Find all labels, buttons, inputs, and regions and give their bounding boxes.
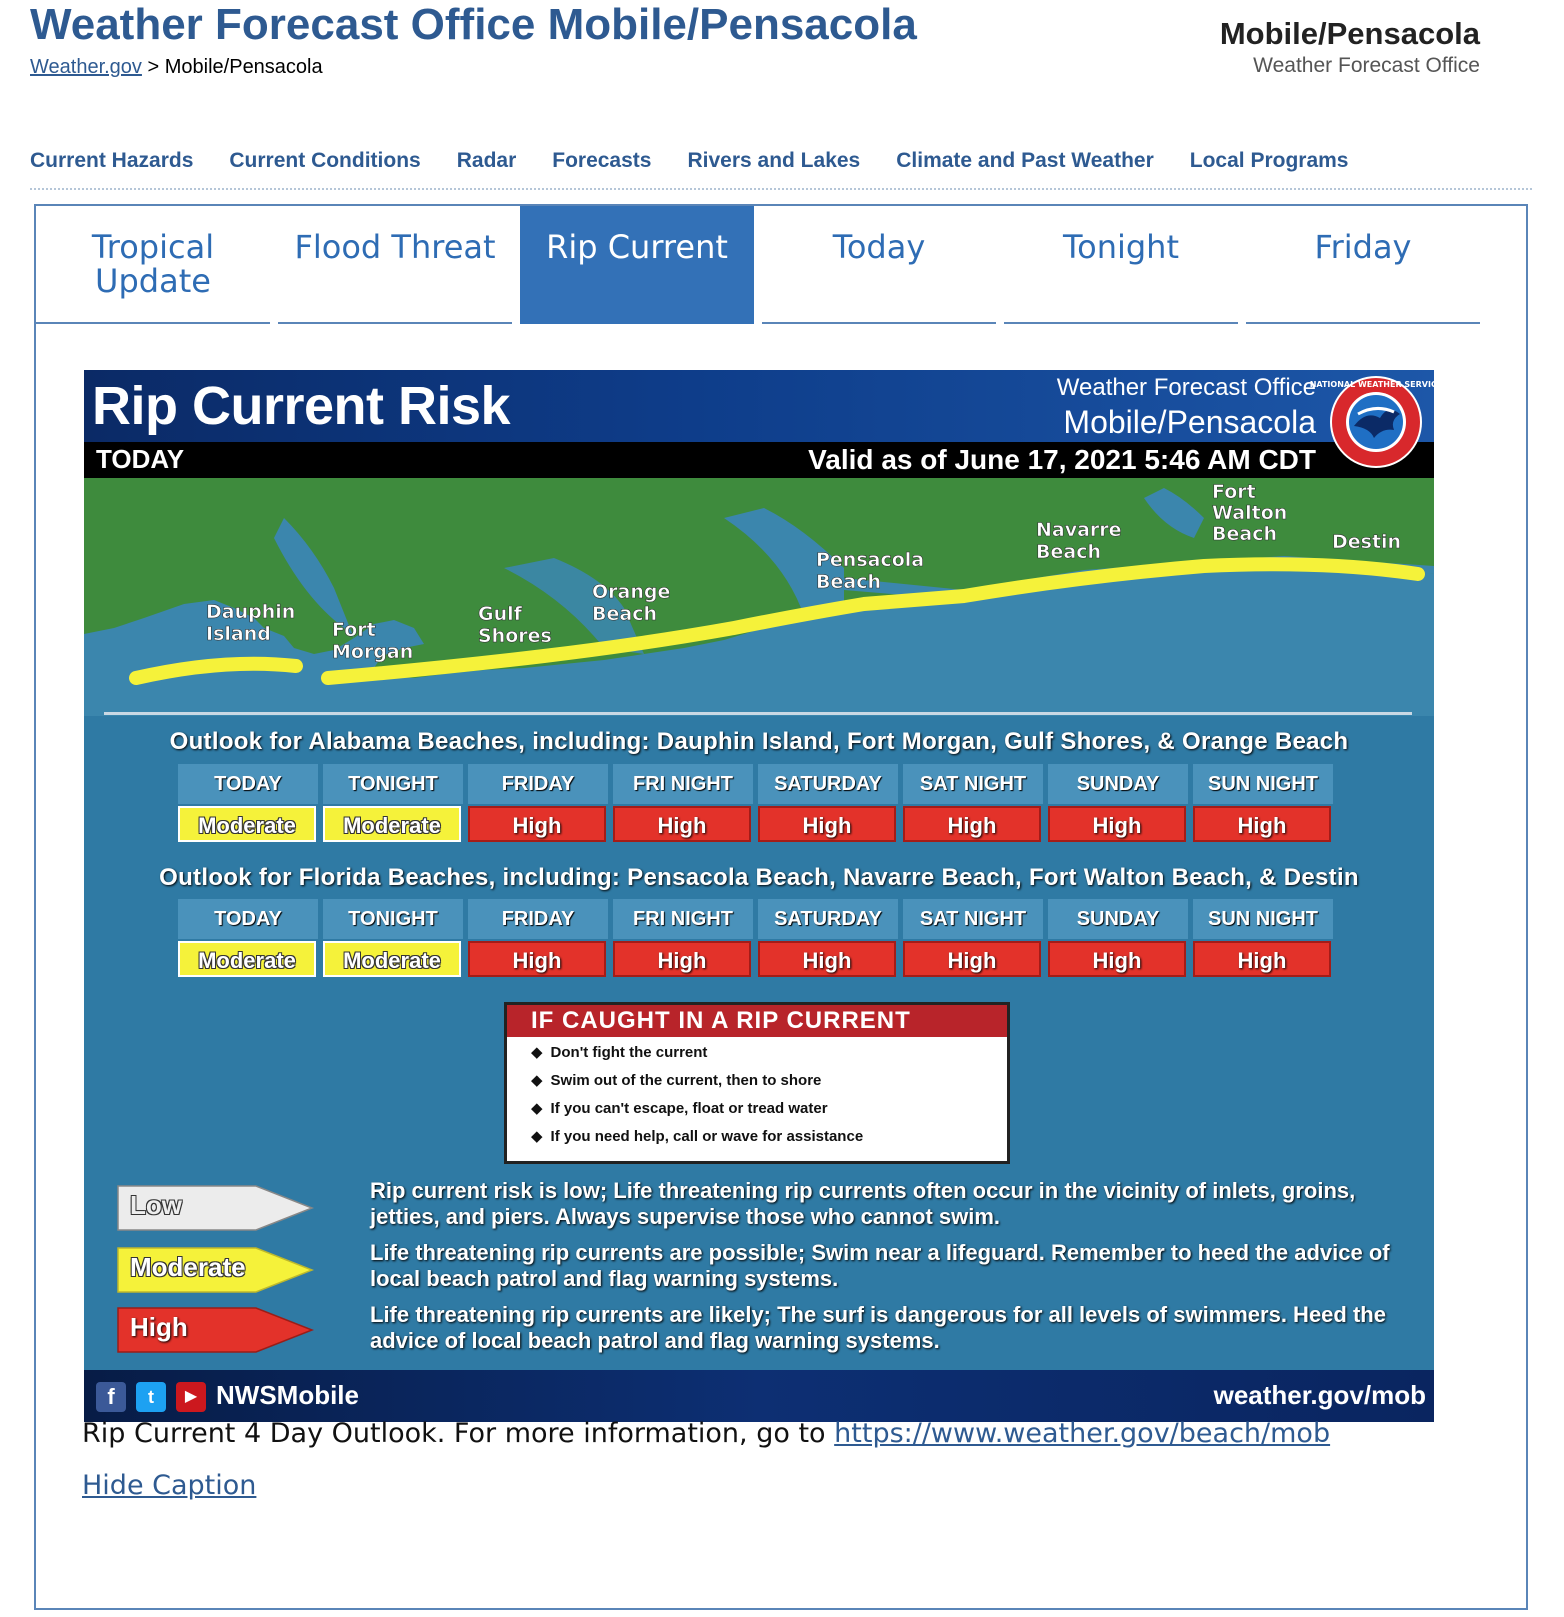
nav-current-hazards[interactable]: Current Hazards [30,149,194,172]
footer-social-handle: NWSMobile [216,1380,359,1410]
caught-in-rip-current-box [504,1002,1010,1164]
alabama-day-0: TODAY [178,764,318,804]
caption-link[interactable]: https://www.weather.gov/beach/mob [834,1418,1331,1449]
caught-title: IF CAUGHT IN A RIP CURRENT [507,1005,1007,1037]
map-label-gulf-2: Shores [478,625,552,647]
alabama-day-4: SATURDAY [758,764,898,804]
alabama-risk-3: High [613,806,751,842]
nws-logo-text: NATIONAL WEATHER SERVICE [1309,380,1443,389]
nav-rivers-and-lakes[interactable]: Rivers and Lakes [687,149,861,172]
breadcrumb [30,56,323,79]
diamond-bullet-icon: ◆ [531,1128,543,1145]
map-label-destin: Destin [1332,531,1402,553]
caught-item [507,1095,1007,1123]
graphic-footer [84,1370,1434,1422]
legend-high-desc: Life threatening rip currents are likely; The surf is dangerous for all levels of swimmers. Heed the advice of local beach patrol and flag warning systems. [370,1302,1386,1353]
map-label-fortmorgan-2: Morgan [332,641,414,663]
twitter-icon: t [136,1382,166,1412]
caught-item-text: If you can't escape, float or tread water [550,1100,828,1117]
florida-risk-6: High [1048,941,1186,977]
site-header [0,0,1564,100]
alabama-outlook-heading: Outlook for Alabama Beaches, including: Dauphin Island, Fort Morgan, Gulf Shores, & Orange Beach [169,728,1349,755]
graphic-divider [104,712,1412,715]
caught-item [507,1123,1007,1151]
map-label-navarre-2: Beach [1036,541,1101,563]
nav-local-programs[interactable]: Local Programs [1189,149,1349,172]
nav-current-conditions[interactable]: Current Conditions [229,149,421,172]
legend-moderate-label: Moderate [130,1252,246,1282]
florida-day-3: FRI NIGHT [613,899,753,939]
youtube-icon: ▶ [176,1382,206,1412]
coastline-map [84,478,1434,716]
map-label-fortmorgan-1: Fort [332,619,376,641]
caught-item [507,1067,1007,1095]
caught-item [507,1039,1007,1067]
caption-text: Rip Current 4 Day Outlook. For more information, go to [82,1418,826,1449]
florida-day-0: TODAY [178,899,318,939]
nav-forecasts[interactable]: Forecasts [552,149,652,172]
diamond-bullet-icon: ◆ [531,1072,543,1089]
alabama-day-3: FRI NIGHT [613,764,753,804]
main-nav [30,146,1532,190]
office-title: Weather Forecast Office Mobile/Pensacola [30,0,917,49]
tab-today[interactable]: Today [762,206,996,324]
map-label-orange-1: Orange [592,581,671,603]
florida-risk-2: High [468,941,606,977]
map-label-navarre-1: Navarre [1036,519,1122,541]
map-label-orange-2: Beach [592,603,657,625]
alabama-risk-0: Moderate [178,806,316,842]
graphic-period: TODAY [96,444,185,474]
legend-high-arrow [116,1304,314,1356]
tab-friday[interactable]: Friday [1246,206,1480,324]
breadcrumb-current: Mobile/Pensacola [164,56,323,78]
florida-day-2: FRIDAY [468,899,608,939]
tab-tropical-update[interactable]: Tropical Update [36,206,270,324]
florida-risk-1: Moderate [323,941,461,977]
rip-current-graphic [84,370,1443,1422]
florida-risk-5: High [903,941,1041,977]
headline-panel [34,204,1528,1610]
nws-logo-icon [1309,374,1443,470]
alabama-day-row [178,764,1328,804]
breadcrumb-home-link[interactable]: Weather.gov [30,56,142,78]
florida-day-row [178,899,1328,939]
breadcrumb-separator: > [147,56,160,78]
nav-climate-and-past-weather[interactable]: Climate and Past Weather [896,149,1154,172]
map-label-fwb-2: Walton [1212,502,1288,524]
florida-risk-7: High [1193,941,1331,977]
header-office-name: Mobile/Pensacola [1219,16,1480,51]
diamond-bullet-icon: ◆ [531,1100,543,1117]
alabama-day-2: FRIDAY [468,764,608,804]
map-label-dauphin-2: Island [206,623,271,645]
alabama-risk-1: Moderate [323,806,461,842]
florida-risk-4: High [758,941,896,977]
image-caption [82,1418,1330,1449]
legend-low-label: Low [130,1190,182,1220]
alabama-risk-7: High [1193,806,1331,842]
florida-day-7: SUN NIGHT [1193,899,1333,939]
facebook-icon: f [96,1382,126,1412]
alabama-risk-4: High [758,806,896,842]
map-label-gulf-1: Gulf [478,603,522,625]
graphic-valid-time: Valid as of June 17, 2021 5:46 AM CDT [808,444,1316,475]
florida-day-6: SUNDAY [1048,899,1188,939]
tab-tonight[interactable]: Tonight [1004,206,1238,324]
map-label-fwb-3: Beach [1212,523,1277,545]
alabama-risk-6: High [1048,806,1186,842]
tab-rip-current[interactable]: Rip Current [520,206,754,324]
caught-item-text: If you need help, call or wave for assistance [550,1128,864,1145]
alabama-day-7: SUN NIGHT [1193,764,1333,804]
alabama-risk-2: High [468,806,606,842]
map-label-fwb-1: Fort [1212,481,1256,503]
florida-day-4: SATURDAY [758,899,898,939]
map-label-dauphin-1: Dauphin [206,601,296,623]
graphic-office-line1: Weather Forecast Office [1056,374,1316,401]
graphic-office-line2: Mobile/Pensacola [1063,404,1316,440]
tab-flood-threat[interactable]: Flood Threat [278,206,512,324]
legend-high-label: High [130,1312,188,1342]
alabama-risk-row [178,806,1328,842]
map-label-pensacola-2: Beach [816,571,881,593]
florida-risk-3: High [613,941,751,977]
legend-moderate-desc: Life threatening rip currents are possible; Swim near a lifeguard. Remember to heed the advice of local beach patrol and flag warning systems. [370,1240,1390,1291]
caught-item-text: Swim out of the current, then to shore [550,1072,822,1089]
footer-url: weather.gov/mob [1213,1380,1426,1410]
map-label-pensacola-1: Pensacola [816,549,925,571]
legend-low-arrow [116,1182,314,1234]
legend-moderate-arrow [116,1244,314,1296]
header-office-block [1220,16,1480,80]
caught-item-text: Don't fight the current [550,1044,708,1061]
header-office-subtitle: Weather Forecast Office [1253,54,1480,77]
alabama-day-1: TONIGHT [323,764,463,804]
alabama-risk-5: High [903,806,1041,842]
florida-day-5: SAT NIGHT [903,899,1043,939]
alabama-day-6: SUNDAY [1048,764,1188,804]
tab-bar [36,206,1526,324]
florida-risk-row [178,941,1328,977]
florida-day-1: TONIGHT [323,899,463,939]
florida-outlook-heading: Outlook for Florida Beaches, including: Pensacola Beach, Navarre Beach, Fort Walton Beach, & Destin [159,864,1359,891]
graphic-title: Rip Current Risk [92,376,511,436]
diamond-bullet-icon: ◆ [531,1044,543,1061]
florida-risk-0: Moderate [178,941,316,977]
nav-radar[interactable]: Radar [456,149,517,172]
alabama-day-5: SAT NIGHT [903,764,1043,804]
hide-caption-link[interactable]: Hide Caption [82,1470,257,1501]
legend-low-desc: Rip current risk is low; Life threatening rip currents often occur in the vicinity of inlets, groins, jetties, and piers. Always supervise those who cannot swim. [370,1178,1356,1229]
